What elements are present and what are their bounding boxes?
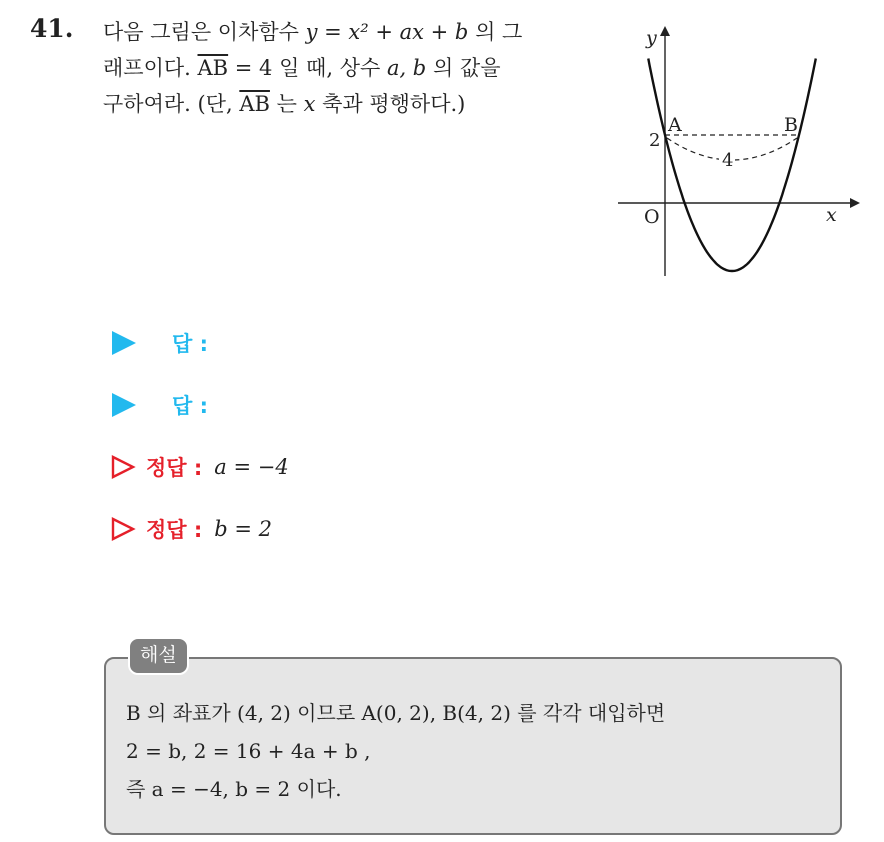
correct-answer-value: a = −4	[214, 455, 289, 479]
quadratic-equation: y = x² + ax + b	[305, 20, 469, 44]
play-triangle-icon	[112, 393, 136, 417]
question-line-2: 래프이다. $\overline{AB} = 4$ 일 때, 상수 a, b 의 값을	[103, 56, 501, 80]
point-b-label: B	[784, 114, 798, 136]
x-axis-label: x	[826, 204, 837, 226]
outline-triangle-icon	[110, 454, 136, 480]
origin-label: O	[644, 206, 660, 228]
solution-tag: 해설	[128, 637, 189, 675]
distance-label: 4	[722, 150, 734, 171]
outline-triangle-icon	[110, 516, 136, 542]
question-number: 41.	[30, 14, 74, 43]
correct-answer-row-2	[110, 514, 272, 544]
question-line-3: 구하여라. (단, $\overline{AB}$ 는 x 축과 평행하다.)	[103, 92, 466, 116]
question-line-1: 다음 그림은 이차함수 y = x² + ax + b 의 그	[103, 20, 523, 44]
constants-ab: a, b	[386, 56, 427, 80]
solution-text	[126, 694, 665, 808]
solution-line-3: 즉 a = −4, b = 2 이다.	[126, 777, 342, 801]
correct-answer-label: 정답 :	[146, 456, 203, 480]
answer-row-1	[112, 328, 220, 358]
correct-answer-value: b = 2	[214, 517, 273, 541]
y-axis-label: y	[646, 27, 657, 49]
answer-row-2	[112, 390, 220, 420]
x-axis-arrow-icon	[850, 198, 860, 208]
play-triangle-icon	[112, 331, 136, 355]
point-a-label: A	[668, 114, 682, 136]
segment-ab: $\overline{AB}$	[239, 92, 270, 116]
answer-label: 답 :	[172, 332, 208, 356]
parabola-graph	[598, 22, 860, 284]
question-text	[103, 14, 593, 122]
segment-ab: $\overline{AB}$	[197, 56, 229, 80]
solution-line-1: B 의 좌표가 (4, 2) 이므로 A(0, 2), B(4, 2) 를 각각 대입하면	[126, 701, 666, 725]
y-axis-arrow-icon	[660, 26, 670, 36]
correct-answer-label: 정답 :	[146, 518, 203, 542]
solution-line-2: 2 = b, 2 = 16 + 4a + b ,	[126, 739, 371, 763]
y-intercept-label: 2	[649, 130, 661, 151]
answer-label: 답 :	[172, 394, 208, 418]
correct-answer-row-1	[110, 452, 289, 482]
